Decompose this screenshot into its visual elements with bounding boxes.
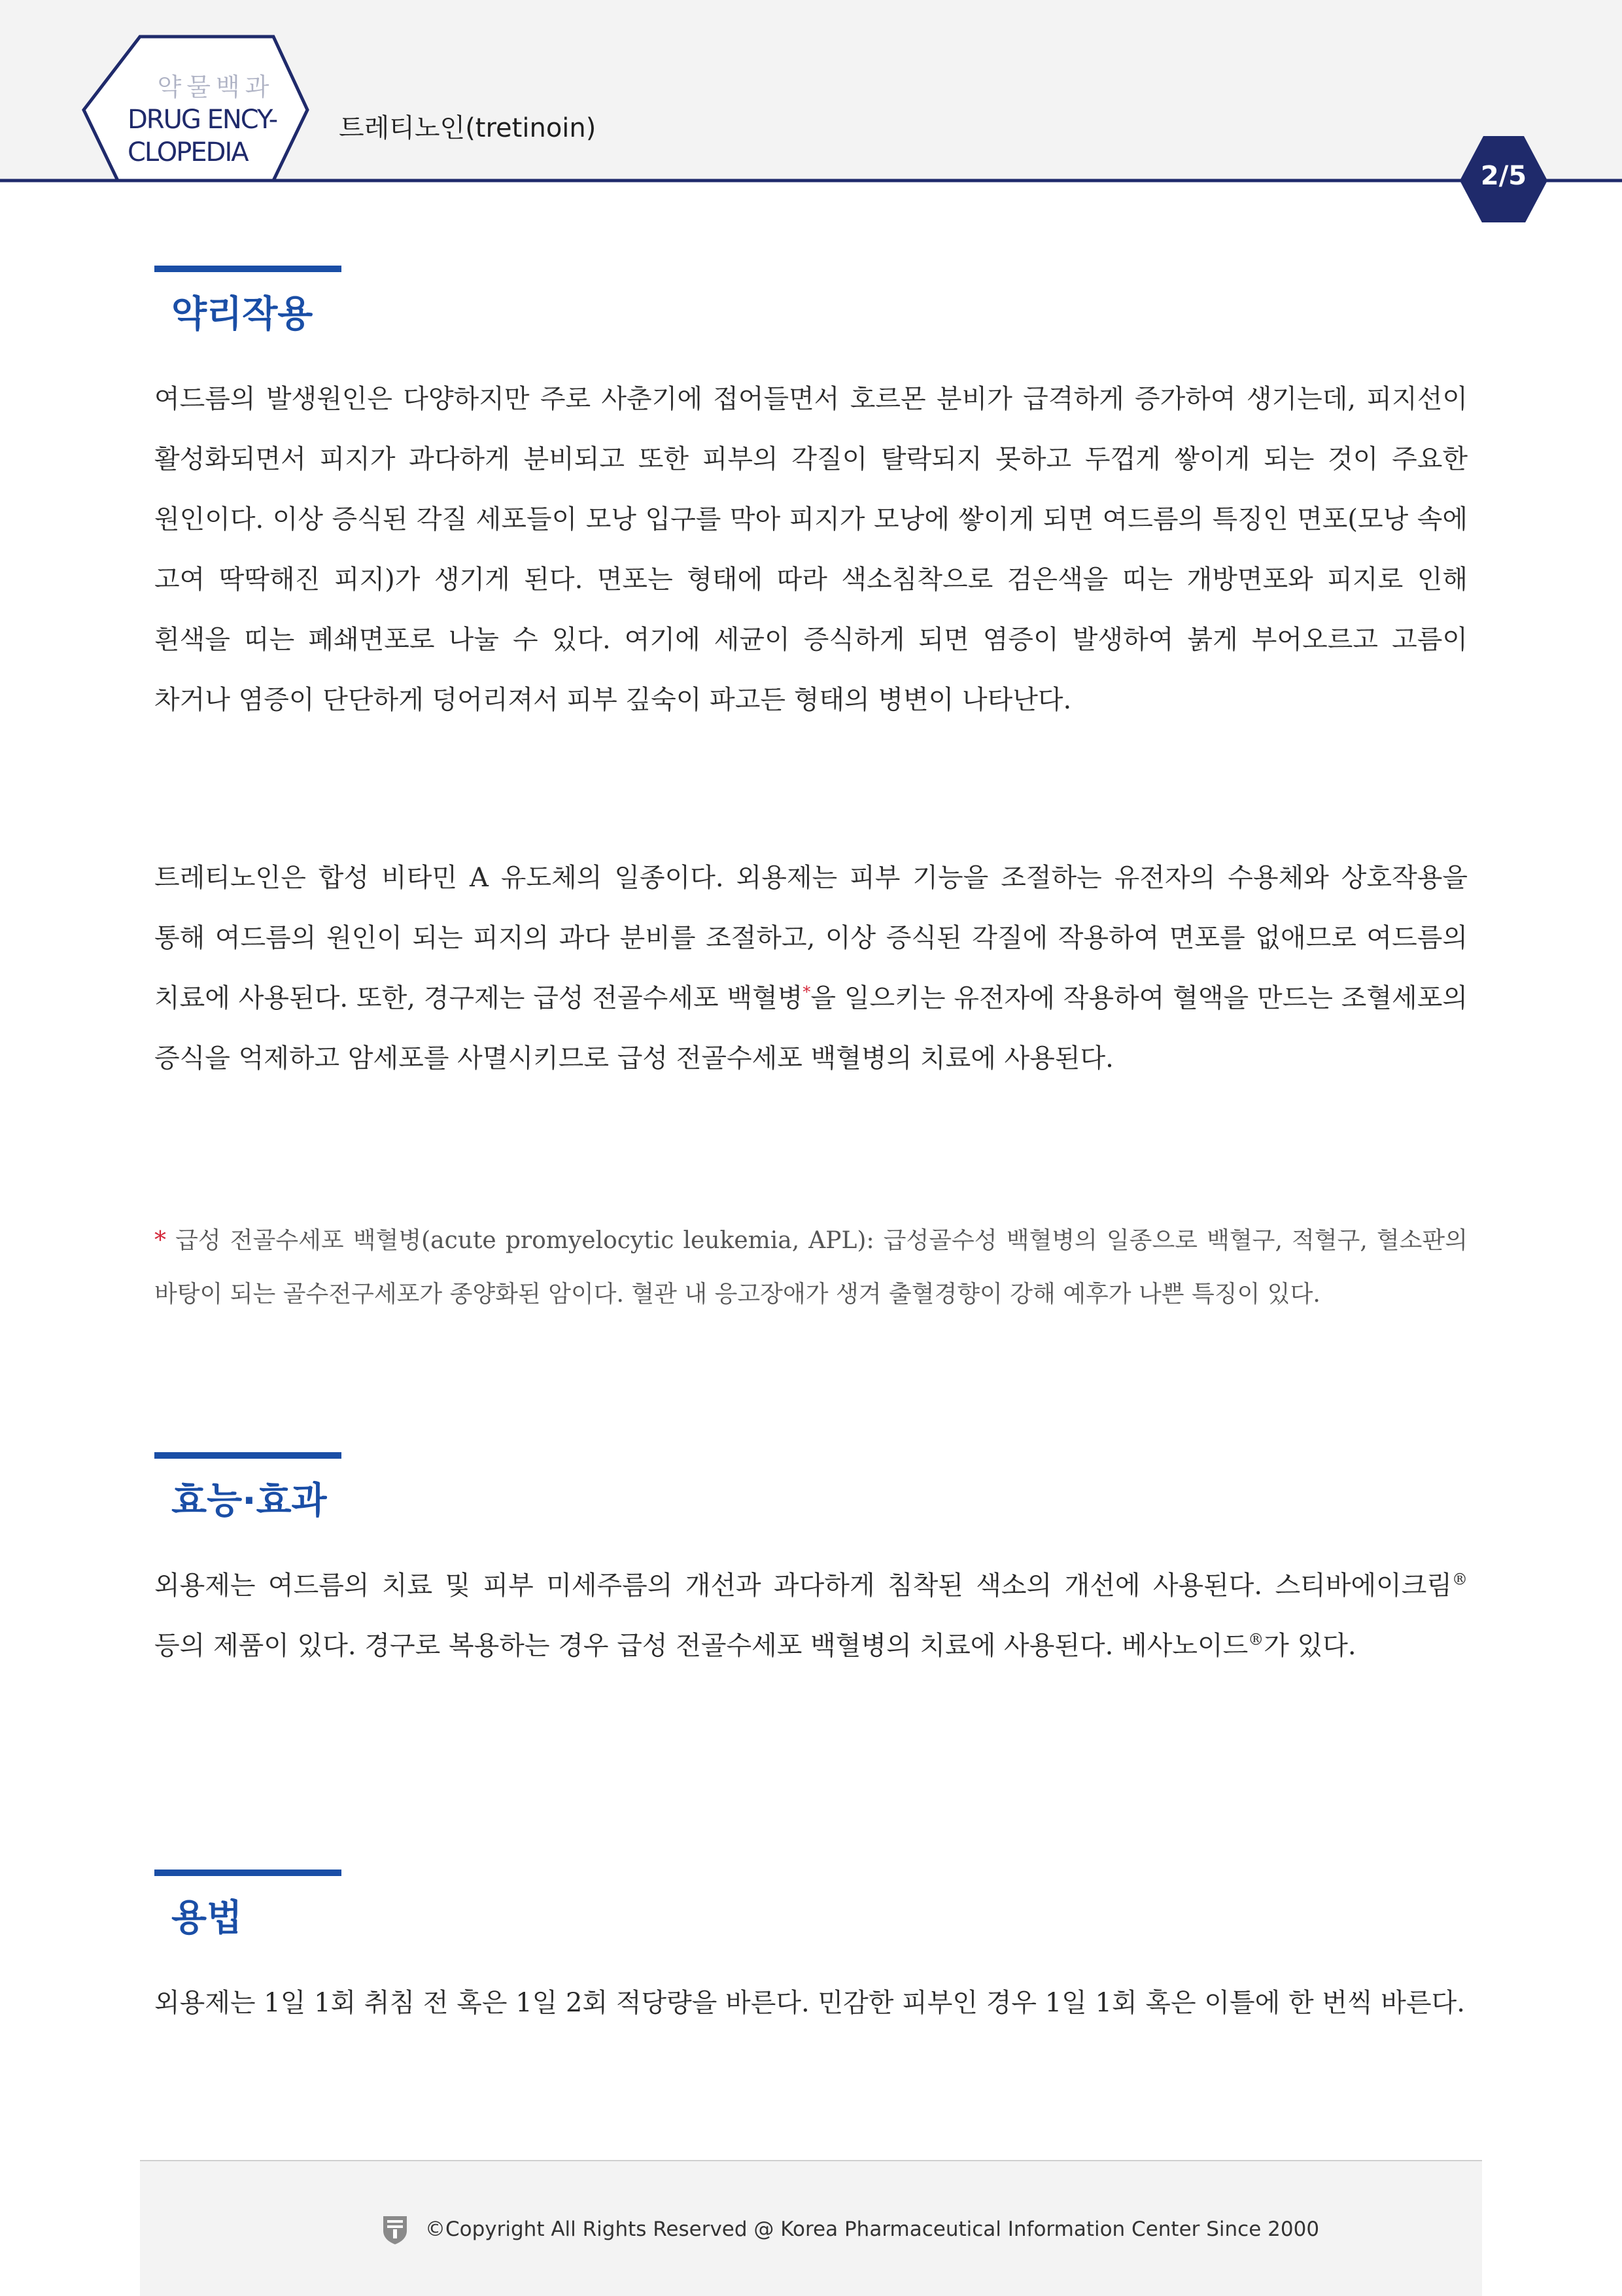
pharmacology-paragraph-2 xyxy=(154,848,1468,1088)
section-accent-bar xyxy=(154,266,341,272)
section-accent-bar xyxy=(154,1870,341,1876)
section-title-pharmacology: 약리작용 xyxy=(171,293,313,336)
registered-mark: ® xyxy=(1452,1570,1468,1589)
section-title-efficacy: 효능·효과 xyxy=(171,1480,327,1522)
brand-english xyxy=(128,103,304,169)
footnote-marker: * xyxy=(802,983,811,1001)
section-title-usage: 용법 xyxy=(171,1897,243,1939)
footnote-text: 급성 전골수세포 백혈병(acute promyelocytic leukemia, APL): 급성골수성 백혈병의 일종으로 백혈구, 적혈구, 혈소판의 바탕이 되는 골수전구세포가 종양화된 암이다. 혈관 내 응고장애가 생겨 출혈경향이 강해 예후가 나쁜 특징이 있다. xyxy=(154,1227,1468,1308)
footnote xyxy=(154,1214,1468,1321)
brand-english-line2: CLOPEDIA xyxy=(128,137,248,167)
efficacy-text-b: 등의 제품이 있다. 경구로 복용하는 경우 급성 전골수세포 백혈병의 치료에 사용된다. 베사노이드 xyxy=(154,1631,1249,1661)
section-accent-bar xyxy=(154,1452,341,1459)
footer xyxy=(140,2160,1482,2296)
page-number: 2/5 xyxy=(1480,161,1527,191)
registered-mark: ® xyxy=(1248,1630,1264,1649)
efficacy-text-c: 가 있다. xyxy=(1264,1631,1356,1661)
para2-text-before: 트레티노인은 합성 비타민 A 유도체의 일종이다. 외용제는 피부 기능을 조절하는 유전자의 수용체와 상호작용을 통해 여드름의 원인이 되는 피지의 과다 분비를 조절하고, 이상 증식된 각질에 작용하여 면포를 없애므로 여드름의 치료에 사용된다. 또한, 경구제는 급성 전골수세포 백혈병 xyxy=(154,863,1468,1013)
document-title: 트레티노인(tretinoin) xyxy=(339,113,596,143)
brand-english-line1: DRUG ENCY- xyxy=(128,105,277,135)
footnote-star: * xyxy=(154,1227,166,1254)
brand-korean: 약물백과 xyxy=(157,73,275,101)
copyright-text: ©Copyright All Rights Reserved @ Korea Pharmaceutical Information Center Since 2000 xyxy=(425,2218,1320,2241)
para2-text-after: 을 일으키는 유전자에 작용하여 혈액을 만드는 조혈세포의 증식을 억제하고 암세포를 사멸시키므로 급성 전골수세포 백혈병의 치료에 사용된다. xyxy=(154,983,1468,1073)
kpic-logo-icon xyxy=(381,2214,409,2245)
efficacy-paragraph xyxy=(154,1556,1468,1676)
efficacy-text-a: 외용제는 여드름의 치료 및 피부 미세주름의 개선과 과다하게 침착된 색소의 개선에 사용된다. 스티바에이크림 xyxy=(154,1571,1452,1601)
usage-paragraph: 외용제는 1일 1회 취침 전 혹은 1일 2회 적당량을 바른다. 민감한 피부인 경우 1일 1회 혹은 이틀에 한 번씩 바른다. xyxy=(154,1988,1465,2018)
pharmacology-paragraph-1: 여드름의 발생원인은 다양하지만 주로 사춘기에 접어들면서 호르몬 분비가 급격하게 증가하여 생기는데, 피지선이 활성화되면서 피지가 과다하게 분비되고 또한 피부의 각질이 탈락되지 못하고 두껍게 쌓이게 되는 것이 주요한 원인이다. 이상 증식된 각질 세포들이 모낭 입구를 막아 피지가 모낭에 쌓이게 되면 여드름의 특징인 면포(모낭 속에 고여 딱딱해진 피지)가 생기게 된다. 면포는 형태에 따라 색소침착으로 검은색을 띠는 개방면포와 피지로 인해 흰색을 띠는 폐쇄면포로 나눌 수 있다. 여기에 세균이 증식하게 되면 염증이 발생하여 붉게 부어오르고 고름이 차거나 염증이 단단하게 덩어리져서 피부 깊숙이 파고든 형태의 병변이 나타난다. xyxy=(154,384,1468,715)
